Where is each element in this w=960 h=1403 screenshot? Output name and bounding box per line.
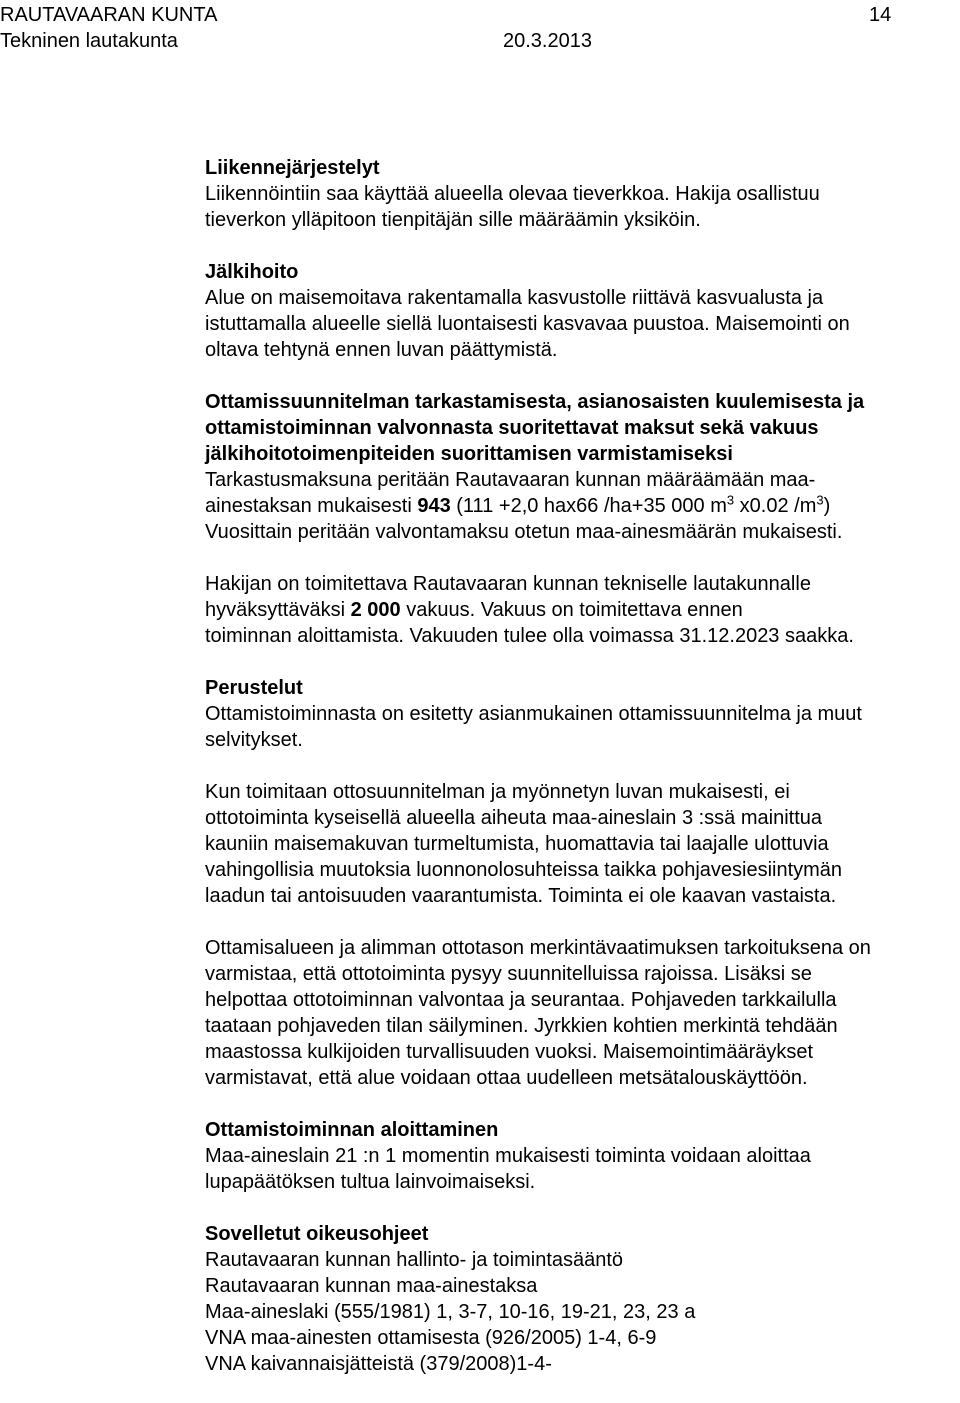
text-fragment: +2,0 hax66: [498, 495, 599, 517]
section-legal: [205, 1221, 957, 1377]
section-start: [205, 1117, 957, 1195]
board-name: Tekninen lautakunta: [0, 30, 178, 52]
section-heading: Liikennejärjestelyt: [205, 157, 380, 179]
document-body: [205, 155, 957, 1403]
text-line: istuttamalla alueelle siellä luontaisesti kasvavaa puustoa. Maisemointi on: [205, 313, 850, 335]
text-line: maastossa kulkijoiden turvallisuuden vuoksi. Maisemointimääräykset: [205, 1041, 814, 1063]
text-line: Hakijan on toimitettava Rautavaaran kunnan tekniselle lautakunnalle: [205, 573, 811, 595]
page-header: [0, 0, 960, 60]
legal-item: [205, 1299, 957, 1325]
text-fragment: Maa-aineslaki (555/1981) 1, 3-7, 10-16, 19-21, 23, 23 a: [205, 1301, 696, 1323]
text-line: Tarkastusmaksuna peritään Rautavaaran kunnan määräämään maa-: [205, 469, 816, 491]
section-fees: [205, 389, 957, 545]
meeting-date: 20.3.2013: [503, 30, 592, 52]
section-heading: Sovelletut oikeusohjeet: [205, 1223, 429, 1245]
superscript: 3: [726, 492, 735, 508]
text-line: [205, 805, 957, 831]
legal-item: Rautavaaran kunnan hallinto- ja toimintasääntö: [205, 1249, 624, 1271]
section-aftercare: [205, 259, 957, 363]
fee-formula-line: [205, 493, 957, 519]
text-line: oltava tehtynä ennen luvan päättymistä.: [205, 339, 558, 361]
text-fragment: /ha+35 000 m: [598, 495, 727, 517]
section-assessment: [205, 779, 957, 909]
text-fragment: VNA kaivannaisjätteistä (379/2008)1-4-: [205, 1353, 552, 1375]
section-guarantee: [205, 571, 957, 649]
text-line: Ottamistoiminnasta on esitetty asianmukainen ottamissuunnitelma ja muut: [205, 703, 862, 725]
legal-item: [205, 1325, 957, 1351]
section-marking: [205, 935, 957, 1091]
text-line: toiminnan aloittamista. Vakuuden tulee olla voimassa 31.12.2023 saakka.: [205, 625, 854, 647]
text-fragment: ): [823, 495, 831, 517]
superscript: 3: [816, 492, 824, 508]
text-line: Alue on maisemoitava rakentamalla kasvustolle riittävä kasvualusta ja: [205, 287, 824, 309]
section-heading: Ottamistoiminnan aloittaminen: [205, 1119, 499, 1141]
fee-amount: 943: [417, 495, 451, 517]
text-fragment: ottotoiminta kyseisellä alueella aiheuta maa-aineslain 3: [205, 807, 699, 829]
text-line: laadun tai antoisuuden vaarantumista. Toiminta ei ole kaavan vastaista.: [205, 885, 837, 907]
text-line: Vuosittain peritään valvontamaksu otetun maa-ainesmäärän mukaisesti.: [205, 521, 843, 543]
text-line: Kun toimitaan ottosuunnitelman ja myönnetyn luvan mukaisesti, ei: [205, 781, 790, 803]
text-line: Liikennöintiin saa käyttää alueella olevaa tieverkkoa. Hakija osallistuu: [205, 183, 820, 205]
text-fragment: /m: [788, 495, 817, 517]
text-line: taataan pohjaveden tilan säilyminen. Jyrkkien kohtien merkintä tehdään: [205, 1015, 838, 1037]
organization-name: RAUTAVAARAN KUNTA: [0, 4, 218, 26]
text-fragment: x0.02: [734, 495, 789, 517]
text-fragment: :ssä mainittua: [698, 807, 823, 829]
text-fragment: ainestaksan mukaisesti: [205, 495, 418, 517]
text-line: vahingollisia muutoksia luonnonolosuhteissa taikka pohjavesiesiintymän: [205, 859, 843, 881]
text-fragment: vakuus. Vakuus on toimitettava ennen: [406, 599, 743, 621]
section-grounds: [205, 675, 957, 753]
section-heading-line: Ottamissuunnitelman tarkastamisesta, asianosaisten kuulemisesta ja: [205, 391, 865, 413]
text-line: varmistaa, että ottotoiminta pysyy suunnitelluissa rajoissa. Lisäksi se: [205, 963, 812, 985]
text-line: Ottamisalueen ja alimman ottotason merkintävaatimuksen tarkoituksena on: [205, 937, 871, 959]
page-number: 14: [869, 4, 892, 26]
text-line: lupapäätöksen tultua lainvoimaiseksi.: [205, 1171, 536, 1193]
text-fragment: (111: [450, 495, 499, 517]
text-fragment: hyväksyttäväksi: [205, 599, 351, 621]
text-line: selvitykset.: [205, 729, 303, 751]
text-fragment: Maa-aineslain 21: [205, 1145, 363, 1167]
section-heading-line: ottamistoiminnan valvonnasta suoritettavat maksut sekä vakuus: [205, 417, 819, 439]
legal-item: [205, 1351, 957, 1377]
text-fragment: VNA maa-ainesten ottamisesta (926/2005) 1-4, 6-9: [205, 1327, 657, 1349]
text-fragment: :n 1 momentin mukaisesti toiminta voidaan aloittaa: [362, 1145, 811, 1167]
section-traffic: [205, 155, 957, 233]
text-line: varmistavat, että alue voidaan ottaa uudelleen metsätalouskäyttöön.: [205, 1067, 808, 1089]
section-heading: Jälkihoito: [205, 261, 299, 283]
legal-item: Rautavaaran kunnan maa-ainestaksa: [205, 1275, 538, 1297]
text-line: helpottaa ottotoiminnan valvontaa ja seurantaa. Pohjaveden tarkkailulla: [205, 989, 837, 1011]
text-line: tieverkon ylläpitoon tienpitäjän sille määräämin yksiköin.: [205, 209, 701, 231]
section-heading-line: jälkihoitotoimenpiteiden suorittamisen varmistamiseksi: [205, 443, 733, 465]
section-heading: Perustelut: [205, 677, 303, 699]
text-line: [205, 1143, 957, 1169]
guarantee-amount-line: [205, 597, 957, 623]
guarantee-amount: 2 000: [350, 599, 401, 621]
text-line: kauniin maisemakuvan turmeltumista, huomattavia tai laajalle ulottuvia: [205, 833, 829, 855]
